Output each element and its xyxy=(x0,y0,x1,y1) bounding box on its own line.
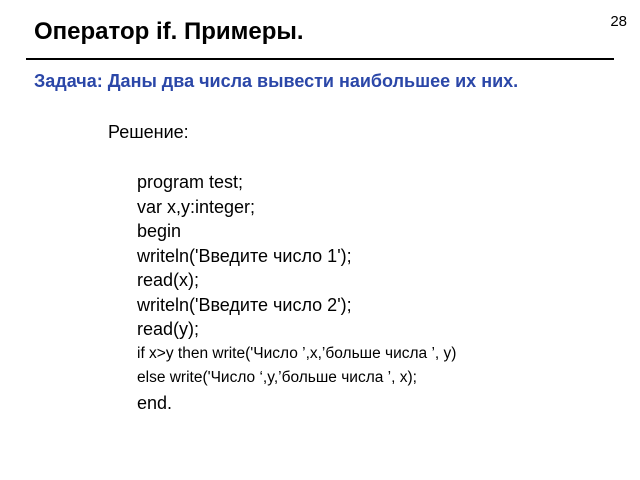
code-line: writeln('Введите число 2'); xyxy=(137,294,352,315)
code-listing xyxy=(137,170,456,415)
code-line: read(x); xyxy=(137,270,200,290)
code-line: var x,y:integer; xyxy=(137,196,256,217)
code-line: if x>y then write('Число ’,x,’больше числа ’, y) xyxy=(137,344,457,362)
code-line: program test; xyxy=(137,172,244,192)
code-line: end. xyxy=(137,392,173,413)
code-line: read(y); xyxy=(137,319,200,339)
solution-heading: Решение: xyxy=(108,122,189,142)
page-number: 28 xyxy=(610,13,627,30)
code-line: begin xyxy=(137,221,182,241)
slide-title: Оператор if. Примеры. xyxy=(34,18,304,45)
task-statement: Задача: Даны два числа вывести наибольшее их них. xyxy=(34,71,519,91)
title-divider xyxy=(26,58,614,60)
code-line: else write('Число ‘,y,’больше числа ’, x); xyxy=(137,369,417,386)
code-line: writeln('Введите число 1'); xyxy=(137,245,352,266)
